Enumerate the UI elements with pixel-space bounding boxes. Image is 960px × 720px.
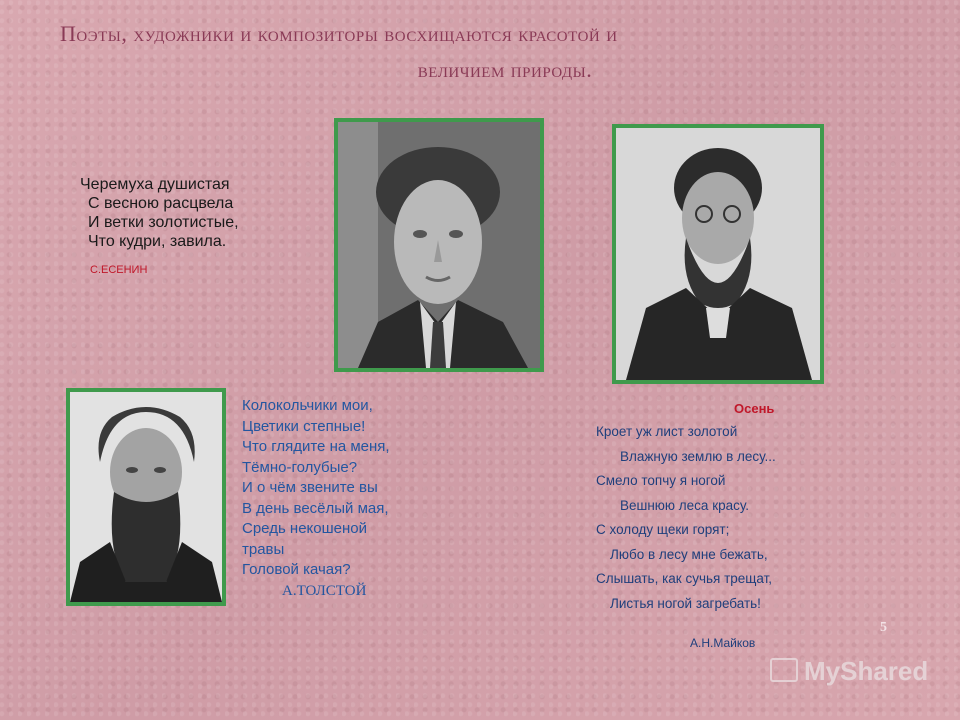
poem-line: Вешнюю леса красу. <box>620 497 750 513</box>
title-line-1: Поэты, художники и композиторы восхищаются красотой и <box>60 21 618 46</box>
portrait-tolstoy <box>66 388 226 606</box>
poem-line: С весною расцвела <box>88 195 234 212</box>
portrait-maykov-image <box>616 128 820 380</box>
title-line-2: величием природы. <box>417 57 593 82</box>
portrait-yesenin <box>334 118 544 372</box>
poem-line: травы <box>242 540 285 558</box>
presentation-icon <box>770 658 798 682</box>
poem-line: Что кудри, завила. <box>88 233 227 250</box>
portrait-tolstoy-image <box>70 392 222 602</box>
poem-line: Влажную землю в лесу... <box>620 448 776 464</box>
poem-line: Головой качая? <box>242 561 351 578</box>
poem-line: В день весёлый мая, <box>242 499 389 517</box>
poem-maykov <box>596 398 776 616</box>
poem-line: Средь некошеной <box>242 520 368 537</box>
watermark-text: MyShared <box>804 656 929 686</box>
poem-title: Осень <box>734 401 775 416</box>
portrait-yesenin-image <box>338 122 540 368</box>
poem-line: Листья ногой загребать! <box>610 595 761 611</box>
poem-author: А.Н.Майков <box>690 636 756 650</box>
portrait-maykov <box>612 124 824 384</box>
poem-author: С.ЕСЕНИН <box>90 264 148 276</box>
page-number: 5 <box>880 620 887 635</box>
poem-line: И ветки золотистые, <box>88 214 239 231</box>
poem-line: Тёмно-голубые? <box>242 458 358 476</box>
poem-line: Любо в лесу мне бежать, <box>610 546 768 562</box>
poem-line: Черемуха душистая <box>80 176 230 193</box>
poem-line: Цветики степные! <box>242 417 366 435</box>
poem-yesenin <box>80 175 239 280</box>
poem-line: Кроет уж лист золотой <box>596 424 738 439</box>
slide-title <box>60 16 910 88</box>
watermark <box>770 656 928 687</box>
poem-line: С холоду щеки горят; <box>596 522 730 537</box>
poem-author: А.ТОЛСТОЙ <box>282 582 367 599</box>
poem-line: Слышать, как сучья трещат, <box>596 571 773 586</box>
poem-line: Что глядите на меня, <box>242 438 390 455</box>
poem-line: Колокольчики мои, <box>242 397 373 414</box>
poem-tolstoy <box>242 396 390 601</box>
poem-line: Смело топчу я ногой <box>596 473 726 488</box>
poem-line: И о чём звените вы <box>242 479 378 496</box>
